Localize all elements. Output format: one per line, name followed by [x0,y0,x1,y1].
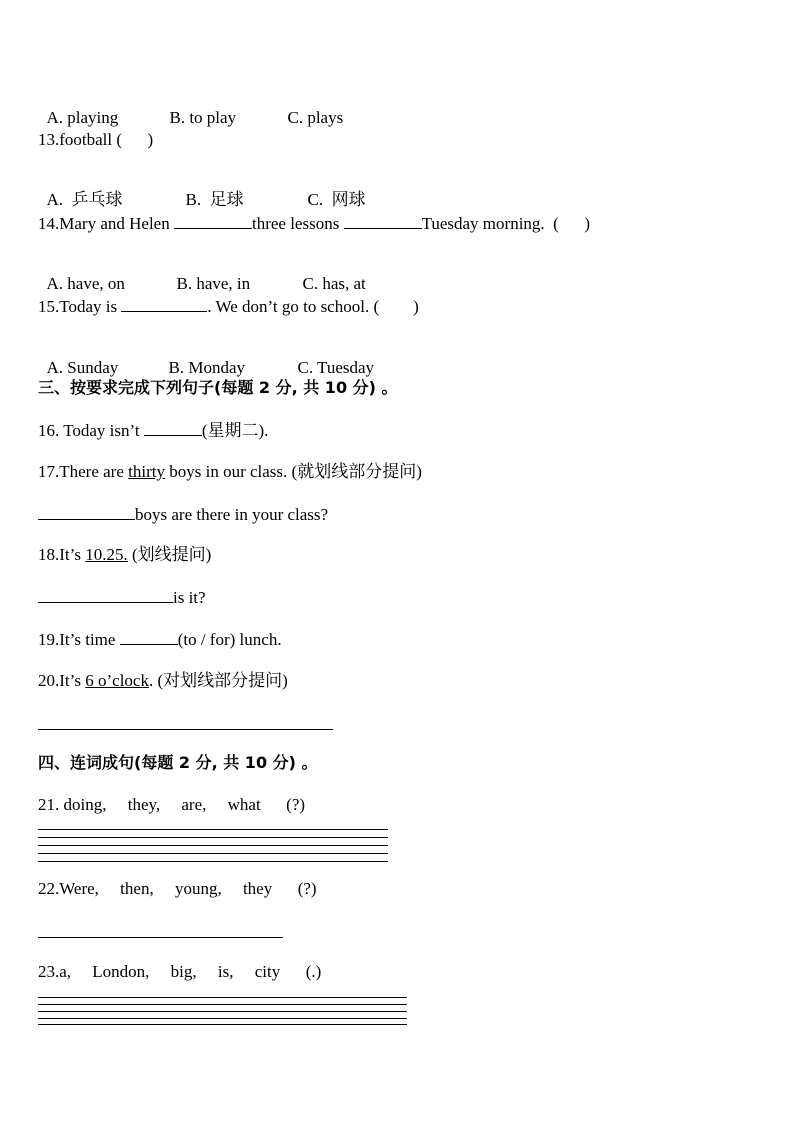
q15-number: 15. [38,297,60,316]
q15-stem [38,296,419,317]
q21-answer-line-5[interactable] [38,861,388,862]
q20-underlined-word: 6 o’clock [85,671,149,690]
q22-answer-line[interactable] [38,937,283,938]
q13-options [38,170,366,210]
q22-words: 22.Were, then, young, they (?) [38,879,317,898]
q20-text-2: . (对划线部分提问) [148,671,288,690]
q18-answer-text: is it? [173,588,206,607]
q17-answer-blank[interactable] [38,504,135,520]
q16-text-1: 16. Today isn’t [38,421,144,440]
q18-underlined-word: 10.25. [85,545,128,564]
q21-answer-line-1[interactable] [38,829,388,830]
q19-blank[interactable] [120,629,178,645]
q15-option-c: C. Tuesday [297,358,375,377]
q19-stem [38,629,282,650]
q17-stem [38,462,422,482]
q15-text-2: . We don’t go to school. ( ) [207,297,419,316]
q19-text-2: (to / for) lunch. [177,630,282,649]
q14-text-1: Mary and Helen [59,214,174,233]
q19-text-1: 19.It’s time [38,630,120,649]
q20-text-1: 20.It’s [38,671,86,690]
q21-answer-line-2[interactable] [38,837,388,838]
q13-option-b: B. 足球 [185,190,244,209]
q15-text-1: Today is [59,297,122,316]
q23-answer-line-4[interactable] [38,1018,407,1019]
q17-text-1: 17.There are [38,462,129,481]
q14-blank-2[interactable] [344,213,422,229]
q15-option-b: B. Monday [168,358,245,377]
q14-option-a: A. have, on [46,274,125,293]
q23-answer-line-3[interactable] [38,1011,407,1012]
section-4-heading: 四、连词成句(每题 2 分, 共 10 分) 。 [38,753,318,772]
q16-text-2: (星期二). [201,421,269,440]
q14-option-c: C. has, at [302,274,366,293]
q18-text-1: 18.It’s [38,545,86,564]
q18-answer-blank[interactable] [38,587,173,603]
q17-answer [38,504,328,525]
q15-blank[interactable] [121,296,207,312]
q14-text-3: Tuesday morning. ( ) [421,214,590,233]
q14-text-2: three lessons [251,214,344,233]
q15-options [38,338,374,378]
q20-answer-line[interactable] [38,729,333,730]
q14-option-b: B. have, in [176,274,251,293]
q18-answer [38,587,206,608]
q17-underlined-word: thirty [128,462,165,481]
q21-answer-line-3[interactable] [38,845,388,846]
q23-answer-line-2[interactable] [38,1004,407,1005]
q23-answer-line-5[interactable] [38,1024,407,1025]
q18-stem [38,545,211,565]
q13-stem: 13.football ( ) [38,130,154,149]
q16-stem [38,420,268,441]
q21-answer-line-4[interactable] [38,853,388,854]
q23-words: 23.a, London, big, is, city (.) [38,962,322,981]
q13-option-a: A. 乒乓球 [46,190,123,209]
section-3-heading: 三、按要求完成下列句子(每题 2 分, 共 10 分) 。 [38,378,398,397]
q12-option-a: A. playing [46,108,119,127]
q20-stem [38,671,288,691]
q21-words: 21. doing, they, are, what (?) [38,795,306,814]
q12-options [38,88,343,128]
q23-answer-line-1[interactable] [38,997,407,998]
q12-option-b: B. to play [169,108,237,127]
q17-answer-text: boys are there in your class? [135,505,329,524]
q17-text-2: boys in our class. (就划线部分提问) [164,462,422,481]
q14-options [38,254,366,294]
q12-option-c: C. plays [287,108,344,127]
q18-text-2: (划线提问) [127,545,212,564]
q13-option-c: C. 网球 [307,190,366,209]
q14-blank-1[interactable] [174,213,252,229]
q15-option-a: A. Sunday [46,358,119,377]
q14-number: 14. [38,214,60,233]
q14-stem [38,213,590,234]
q16-blank[interactable] [144,420,202,436]
